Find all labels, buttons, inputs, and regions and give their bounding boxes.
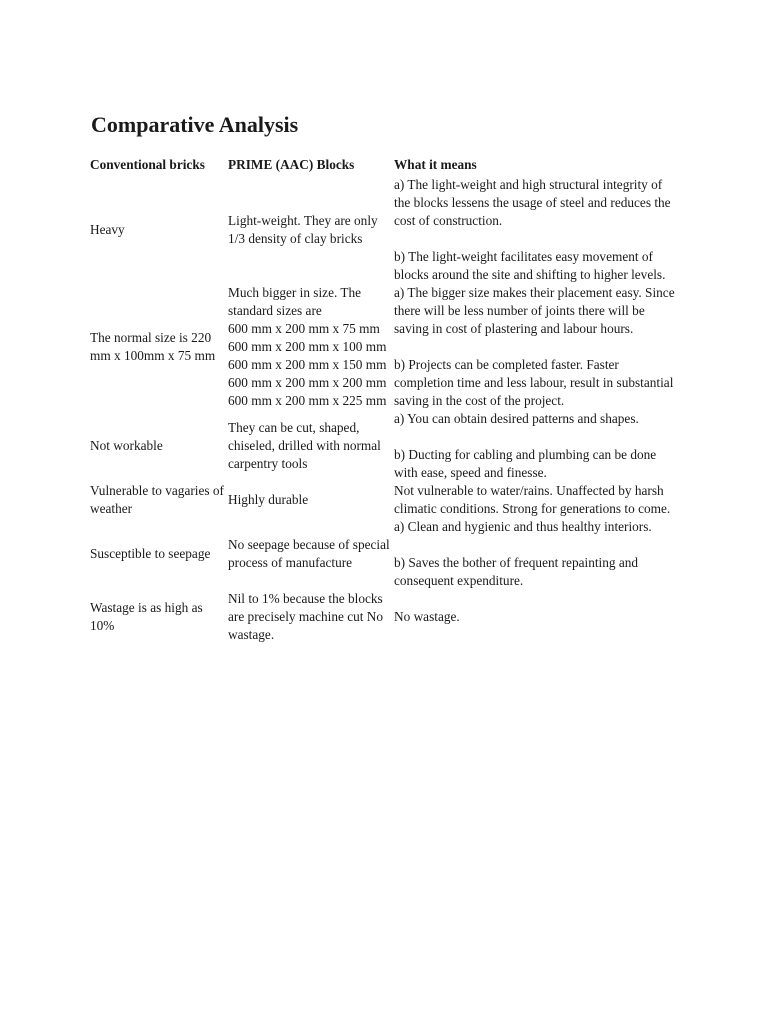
column-header: Conventional bricks: [90, 157, 205, 172]
table-row: [88, 284, 682, 410]
prime-cell: [226, 284, 392, 410]
conventional-cell: The normal size is 220 mm x 100mm x 75 mm: [90, 330, 216, 363]
prime-cell: Nil to 1% because the blocks are precisely machine cut No wastage.: [228, 591, 384, 642]
means-point: a) You can obtain desired patterns and shapes.: [394, 411, 639, 426]
conventional-cell: Wastage is as high as 10%: [90, 600, 203, 633]
table-row: [88, 518, 682, 590]
prime-intro: Much bigger in size. The standard sizes are: [228, 285, 362, 318]
means-point: b) Saves the bother of frequent repainting and consequent expenditure.: [394, 555, 639, 588]
means-cell: [392, 518, 682, 590]
prime-size: 600 mm x 200 mm x 225 mm: [228, 393, 387, 408]
column-header: PRIME (AAC) Blocks: [228, 157, 355, 172]
means-point: No wastage.: [394, 609, 460, 624]
prime-cell: They can be cut, shaped, chiseled, drilled with normal carpentry tools: [228, 420, 381, 471]
prime-cell: Highly durable: [228, 492, 309, 507]
comparison-table: [88, 154, 682, 644]
conventional-cell: Heavy: [90, 222, 125, 237]
page-title: Comparative Analysis: [91, 112, 299, 137]
conventional-cell: Susceptible to seepage: [90, 546, 211, 561]
column-header: What it means: [394, 157, 477, 172]
table-row: [88, 410, 682, 482]
table-row: [88, 176, 682, 284]
table-row: [88, 482, 682, 518]
means-point: b) The light-weight facilitates easy movement of blocks around the site and shifting to higher levels.: [394, 249, 666, 282]
means-point: a) Clean and hygienic and thus healthy interiors.: [394, 519, 652, 534]
prime-size: 600 mm x 200 mm x 150 mm: [228, 357, 387, 372]
table-row: [88, 590, 682, 644]
means-cell: [392, 410, 682, 482]
means-point: a) The bigger size makes their placement easy. Since there will be less number of joints there will be saving in cost of plastering and labour hours.: [394, 285, 675, 336]
means-point: a) The light-weight and high structural integrity of the blocks lessens the usage of steel and reduces the cost of construction.: [394, 177, 671, 228]
prime-cell: No seepage because of special process of manufacture: [228, 537, 390, 570]
means-cell: [392, 176, 682, 284]
conventional-cell: Not workable: [90, 438, 163, 453]
prime-cell: Light-weight. They are only 1/3 density of clay bricks: [228, 213, 378, 246]
means-point: b) Projects can be completed faster. Faster completion time and less labour, result in substantial saving in the cost of the project.: [394, 357, 674, 408]
means-cell: [392, 590, 682, 644]
prime-size: 600 mm x 200 mm x 100 mm: [228, 339, 387, 354]
prime-size: 600 mm x 200 mm x 200 mm: [228, 375, 387, 390]
conventional-cell: Vulnerable to vagaries of weather: [90, 483, 224, 516]
means-cell: [392, 284, 682, 410]
prime-size: 600 mm x 200 mm x 75 mm: [228, 321, 380, 336]
means-cell: [392, 482, 682, 518]
means-point: b) Ducting for cabling and plumbing can be done with ease, speed and finesse.: [394, 447, 657, 480]
table-header-row: [88, 154, 682, 176]
means-point: Not vulnerable to water/rains. Unaffected by harsh climatic conditions. Strong for generations to come.: [394, 483, 671, 516]
